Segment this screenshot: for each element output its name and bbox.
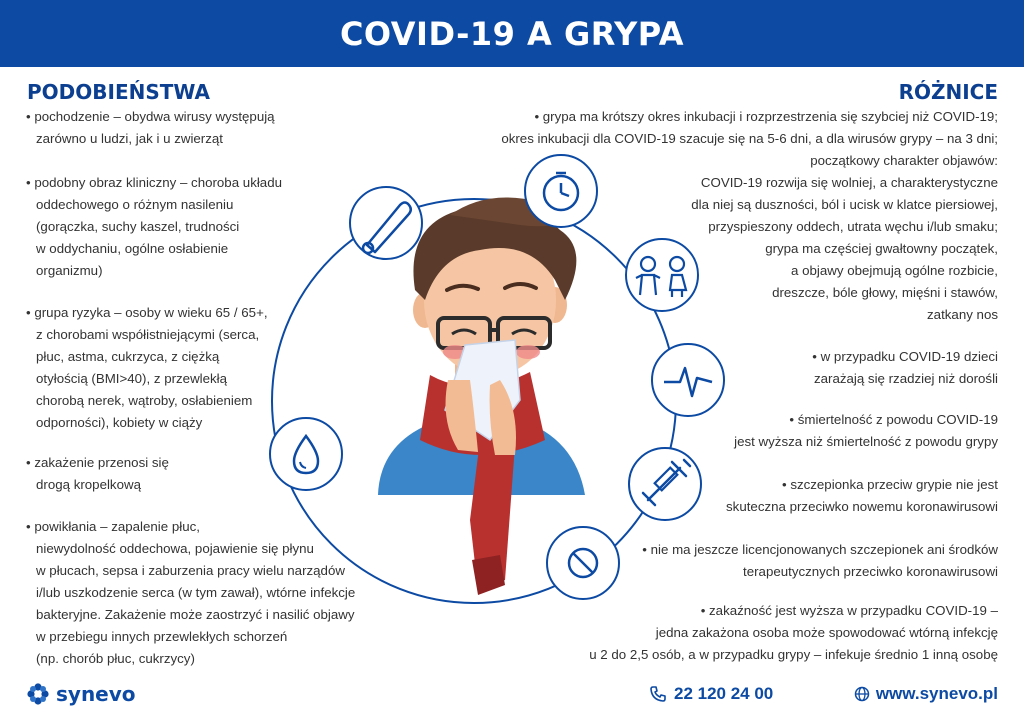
- website-url: www.synevo.pl: [875, 684, 998, 703]
- similarity-item: • grupa ryzyka – osoby w wieku 65 / 65+, z chorobami współistniejącymi (serca, płuc, astma, cukrzyca, z ciężką otyłością (BMI>40), z przewlekłą chorobą nerek, wątroby, osłabieniem odporności), kobiety w ciąży: [26, 305, 268, 430]
- similarity-item: • podobny obraz kliniczny – choroba układu oddechowego o różnym nasileniu (gorączka, suchy kaszel, trudności w oddychaniu, ogólne osłabienie organizmu): [26, 175, 282, 278]
- website-link[interactable]: [854, 684, 998, 704]
- difference-item: • zakaźność jest wyższa w przypadku COVID-19 – jedna zakażona osoba może spowodować wtórną infekcję u 2 do 2,5 osób, a w przypadku grypy – infekuje średnio 1 inną osobę: [589, 603, 998, 662]
- thermometer-icon: [350, 187, 422, 259]
- difference-item: • grypa ma krótszy okres inkubacji i rozprzestrzenia się szybciej niż COVID-19; okres inkubacji dla COVID-19 szacuje się na 5-6 dni, a dla wirusów grypy – na 3 dni; początkowy charakter objawów: COVID-19 rozwija się wolniej, a charakterystyczne dla niej są duszności, ból i ucisk w klatce piersiowej, przyspieszony oddech, utrata węchu i/lub smaku; grypa ma częściej gwałtowny początek, a objawy obejmują ogólne rozbicie, dreszcze, bóle głowy, mięśni i stawów, zatkany nos: [501, 109, 998, 322]
- synevo-logo[interactable]: [26, 682, 136, 706]
- similarity-item: • zakażenie przenosi się drogą kropelkową: [26, 455, 169, 492]
- heartbeat-icon: [652, 344, 724, 416]
- synevo-logo-mark-icon: [26, 682, 50, 706]
- difference-item: • w przypadku COVID-19 dzieci zarażają się rzadziej niż dorośli: [812, 349, 998, 386]
- similarity-item: • powikłania – zapalenie płuc, niewydolność oddechowa, pojawienie się płynu w płucach, sepsa i zaburzenia pracy wielu narządów i/lub uszkodzenie serca (w tym zawał), wtórne infekcje bakteryjne. Zakażenie może zaostrzyć i nasilić objawy w przebiegu innych przewlekłych schorzeń (np. chorób płuc, cukrzycy): [26, 519, 356, 666]
- page-title: COVID-19 A GRYPA: [339, 14, 685, 53]
- similarities-heading: PODOBIEŃSTWA: [27, 80, 211, 104]
- no-sign-icon: [547, 527, 619, 599]
- differences-heading: RÓŻNICE: [898, 80, 998, 104]
- droplet-icon: [270, 418, 342, 490]
- phone-number: 22 120 24 00: [674, 684, 774, 703]
- phone-contact[interactable]: [650, 684, 773, 704]
- logo-text: synevo: [56, 682, 136, 706]
- similarity-item: • pochodzenie – obydwa wirusy występują zarówno u ludzi, jak i u zwierząt: [26, 109, 275, 146]
- difference-item: • nie ma jeszcze licencjonowanych szczepionek ani środków terapeutycznych przeciwko koronawirusowi: [642, 542, 998, 579]
- difference-item: • śmiertelność z powodu COVID-19 jest wyższa niż śmiertelność z powodu grypy: [734, 412, 998, 449]
- globe-icon: [854, 686, 870, 702]
- syringe-icon: [629, 448, 701, 520]
- difference-item: • szczepionka przeciw grypie nie jest skuteczna przeciwko nowemu koronawirusowi: [726, 477, 998, 514]
- phone-icon: [650, 686, 666, 702]
